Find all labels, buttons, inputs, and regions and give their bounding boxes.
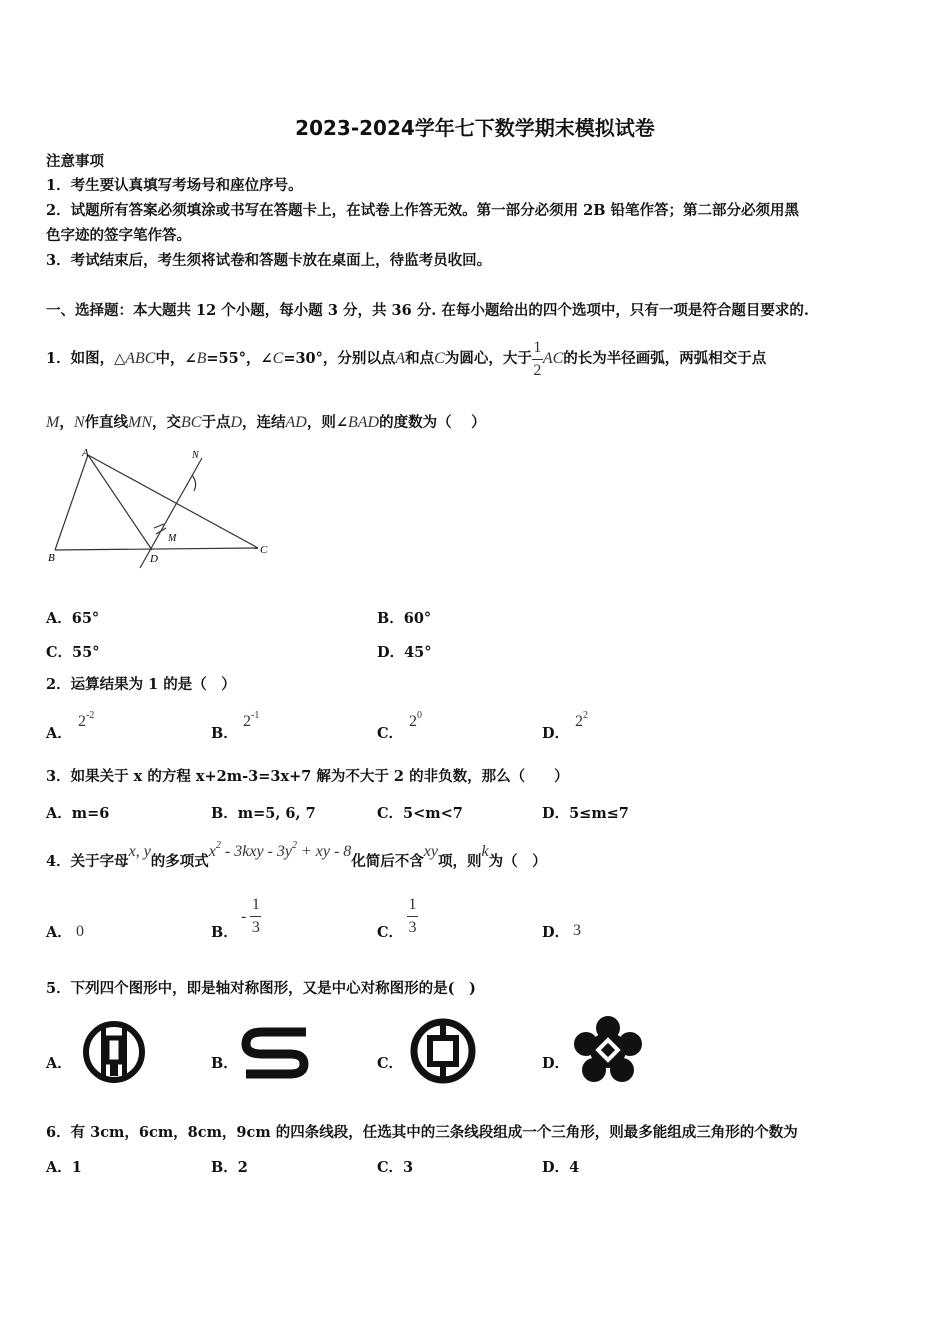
triangle-figure xyxy=(40,440,280,580)
q6-option-a[interactable]: A．1 xyxy=(46,1159,82,1176)
q1-option-d[interactable]: D．45° xyxy=(377,644,432,661)
question-1-stem-line2: M，N作直线MN，交BC于点D，连结AD，则∠BAD的度数为（ ） xyxy=(46,414,486,431)
q2-expr-b: $2^{-1}$ xyxy=(243,710,260,730)
notice-item: 2．试题所有答案必须填涂或书写在答题卡上，在试卷上作答无效。第一部分必须用 2B 铅笔作答；第二部分必须用黑 xyxy=(46,202,800,219)
question-2-stem: 2．运算结果为 1 的是（ ） xyxy=(46,676,236,693)
section-heading: 一、选择题：本大题共 12 个小题，每小题 3 分，共 36 分. 在每小题给出的四个选项中，只有一项是符合题目要求的. xyxy=(46,302,809,319)
q2-option-b[interactable]: B． xyxy=(211,725,238,742)
label-a: A xyxy=(82,447,89,459)
notice-item: 色字迹的签字笔作答。 xyxy=(46,227,191,244)
side-bc xyxy=(55,548,258,550)
q4-option-a[interactable]: A． xyxy=(46,924,72,941)
q5-option-a[interactable]: A． xyxy=(46,1055,72,1072)
page-title: 2023-2024学年七下数学期末模拟试卷 xyxy=(295,116,655,140)
question-3-stem: 3．如果关于 x 的方程 x+2m-3=3x+7 解为不大于 2 的非负数，那么（ ） xyxy=(46,768,569,785)
q3-option-c[interactable]: C．5<m<7 xyxy=(377,805,463,822)
q4-value-d: 3 xyxy=(573,922,581,939)
q3-option-d[interactable]: D．5≤m≤7 xyxy=(542,805,629,822)
question-6-stem: 6．有 3cm，6cm，8cm，9cm 的四条线段，任选其中的三条线段组成一个三角形，则最多能组成三角形的个数为 xyxy=(46,1124,798,1141)
segment-ad xyxy=(88,455,152,550)
q2-expr-d: $2^2$ xyxy=(575,710,588,730)
q4-option-d[interactable]: D． xyxy=(542,924,570,941)
side-ab xyxy=(55,455,88,550)
arc-n xyxy=(192,475,196,491)
q1-option-a[interactable]: A．65° xyxy=(46,610,100,627)
q2-expr-a: $2^{-2}$ xyxy=(78,710,95,730)
line-mn xyxy=(140,458,202,568)
label-b: B xyxy=(48,552,55,564)
q2-expr-c: $2^0$ xyxy=(409,710,422,730)
q6-option-c[interactable]: C．3 xyxy=(377,1159,414,1176)
q3-option-a[interactable]: A．m=6 xyxy=(46,805,110,822)
bank-logo-a-icon xyxy=(80,1018,148,1086)
question-1-stem: 1．如图，△ ABC 中，∠ B =55°，∠ C =30°，分别以点 A 和点 C 为圆心，大于 $\frac{1}{2}$ AC 的长为半径画弧，两弧相交于点 xyxy=(46,338,767,379)
question-5-stem: 5．下列四个图形中，即是轴对称图形，又是中心对称图形的是( ) xyxy=(46,980,476,997)
q5-option-b[interactable]: B． xyxy=(211,1055,238,1072)
bank-logo-c-icon xyxy=(408,1016,478,1086)
label-d: D xyxy=(150,553,158,565)
q6-option-b[interactable]: B．2 xyxy=(211,1159,248,1176)
q5-option-d[interactable]: D． xyxy=(542,1055,570,1072)
q1-option-b[interactable]: B．60° xyxy=(377,610,432,627)
bank-logo-b-icon xyxy=(240,1022,312,1082)
q4-option-c[interactable]: C． xyxy=(377,924,404,941)
q2-option-a[interactable]: A． xyxy=(46,725,72,742)
label-m: M xyxy=(168,533,177,544)
bank-logo-d-icon xyxy=(572,1014,644,1086)
q3-option-b[interactable]: B．m=5, 6, 7 xyxy=(211,805,316,822)
notice-heading: 注意事项 xyxy=(46,153,104,170)
question-4-stem: 4．关于字母 x, y 的多项式 $x^2 - 3kxy - 3y^2$ + xy - 8 化简后不含 xy 项，则 k 为（ ） xyxy=(46,840,547,870)
q4-option-b[interactable]: B． xyxy=(211,924,238,941)
q4-value-c: $\frac{1}{3}$ xyxy=(408,896,417,936)
q1-option-c[interactable]: C．55° xyxy=(46,644,100,661)
q4-value-b: - $\frac{1}{3}$ xyxy=(241,896,260,936)
q2-option-d[interactable]: D． xyxy=(542,725,570,742)
q2-option-c[interactable]: C． xyxy=(377,725,404,742)
label-c: C xyxy=(260,544,268,556)
label-n: N xyxy=(192,450,199,461)
notice-item: 3．考试结束后，考生须将试卷和答题卡放在桌面上，待监考员收回。 xyxy=(46,252,492,269)
q4-value-a: 0 xyxy=(76,923,84,940)
fraction-one-half: $\frac{1}{2}$ xyxy=(533,338,542,379)
q5-option-c[interactable]: C． xyxy=(377,1055,404,1072)
q6-option-d[interactable]: D．4 xyxy=(542,1159,580,1176)
notice-item: 1．考生要认真填写考场号和座位序号。 xyxy=(46,177,303,194)
